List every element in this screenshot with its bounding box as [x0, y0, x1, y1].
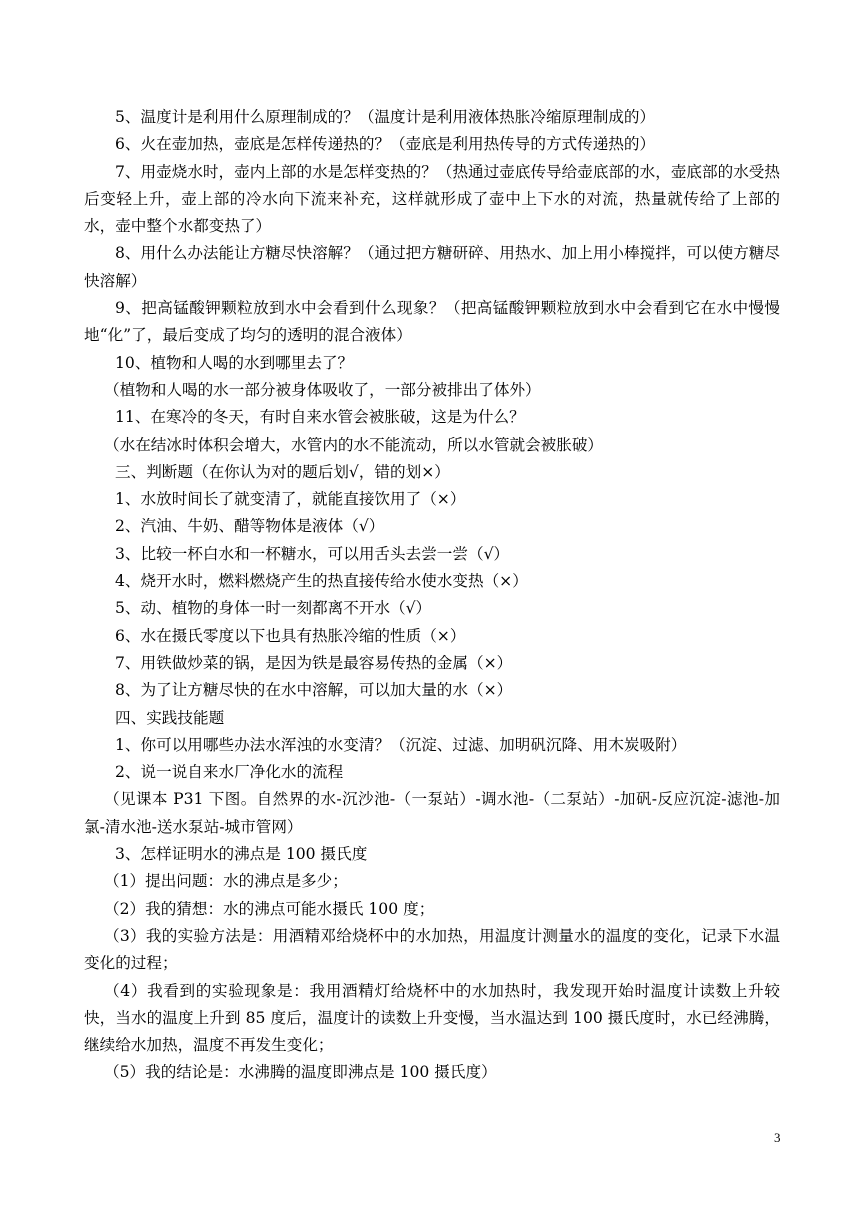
experiment-step-5: （5）我的结论是：水沸腾的温度即沸点是 100 摄氏度） — [104, 1063, 497, 1082]
question-7: 7、用壶烧水时，壶内上部的水是怎样变热的？（热通过壶底传导给壶底部的水，壶底部的水受热后变轻上升，壶上部的冷水向下流来补充，这样就形成了壶中上下水的对流，热量就传给了上部的水，壶中整个水都变热了） — [84, 162, 780, 236]
answer-10: （植物和人喝的水一部分被身体吸收了，一部分被排出了体外） — [104, 380, 541, 399]
question-8: 8、用什么办法能让方糖尽快溶解？（通过把方糖研碎、用热水、加上用小棒搅拌，可以使方糖尽快溶解） — [84, 244, 780, 290]
answer-11: （水在结冰时体积会增大，水管内的水不能流动，所以水管就会被胀破） — [104, 435, 604, 454]
practice-answer-2: （见课本 P31 下图。自然界的水-沉沙池-（一泵站）-调水池-（二泵站）-加矾-反应沉淀-滤池-加氯-清水池-送水泵站-城市管网） — [84, 790, 780, 836]
practice-question-3: 3、怎样证明水的沸点是 100 摄氏度 — [115, 845, 368, 864]
true-false-item-1: 1、水放时间长了就变清了，就能直接饮用了（×） — [115, 490, 466, 509]
page-number: 3 — [774, 1130, 781, 1145]
true-false-item-3: 3、比较一杯白水和一杯糖水，可以用舌头去尝一尝（√） — [115, 544, 510, 563]
section-heading-true-false: 三、判断题（在你认为对的题后划√，错的划×） — [115, 462, 450, 481]
true-false-item-6: 6、水在摄氏零度以下也具有热胀冷缩的性质（×） — [115, 626, 466, 645]
experiment-step-3: （3）我的实验方法是：用酒精邓给烧杯中的水加热，用温度计测量水的温度的变化，记录下水温变化的过程； — [84, 926, 780, 973]
true-false-item-7: 7、用铁做炒菜的锅，是因为铁是最容易传热的金属（×） — [115, 653, 513, 672]
experiment-step-1: （1）提出问题：水的沸点是多少； — [104, 872, 348, 891]
section-heading-practice: 四、实践技能题 — [115, 708, 225, 727]
true-false-item-8: 8、为了让方糖尽快的在水中溶解，可以加大量的水（×） — [115, 681, 513, 700]
document-page — [84, 104, 780, 1087]
practice-question-2: 2、说一说自来水厂净化水的流程 — [115, 763, 344, 782]
experiment-step-2: （2）我的猜想：水的沸点可能水摄氏 100 度； — [104, 899, 435, 918]
question-5: 5、温度计是利用什么原理制成的？（温度计是利用液体热胀冷缩原理制成的） — [115, 108, 656, 126]
true-false-item-2: 2、汽油、牛奶、醋等物体是液体（√） — [115, 517, 385, 536]
experiment-step-4: （4）我看到的实验现象是：我用酒精灯给烧杯中的水加热时，我发现开始时温度计读数上升较快，当水的温度上升到 85 度后，温度计的读数上升变慢，当水温达到 100 摄氏度时，水已经沸腾，继续给水加热，温度不再发生变化； — [84, 981, 780, 1055]
question-11: 11、在寒冷的冬天，有时自来水管会被胀破，这是为什么？ — [115, 408, 525, 427]
question-10: 10、植物和人喝的水到哪里去了？ — [115, 353, 354, 372]
practice-question-1: 1、你可以用哪些办法水浑浊的水变清？（沉淀、过滤、加明矾沉降、用木炭吸附） — [115, 735, 687, 754]
question-9: 9、把高锰酸钾颗粒放到水中会看到什么现象？（把高锰酸钾颗粒放到水中会看到它在水中慢慢地“化”了，最后变成了均匀的透明的混合液体） — [84, 299, 780, 345]
true-false-item-5: 5、动、植物的身体一时一刻都离不开水（√） — [115, 599, 432, 618]
true-false-item-4: 4、烧开水时，燃料燃烧产生的热直接传给水使水变热（×） — [115, 572, 528, 591]
question-6: 6、火在壶加热，壶底是怎样传递热的？（壶底是利用热传导的方式传递热的） — [115, 135, 656, 154]
